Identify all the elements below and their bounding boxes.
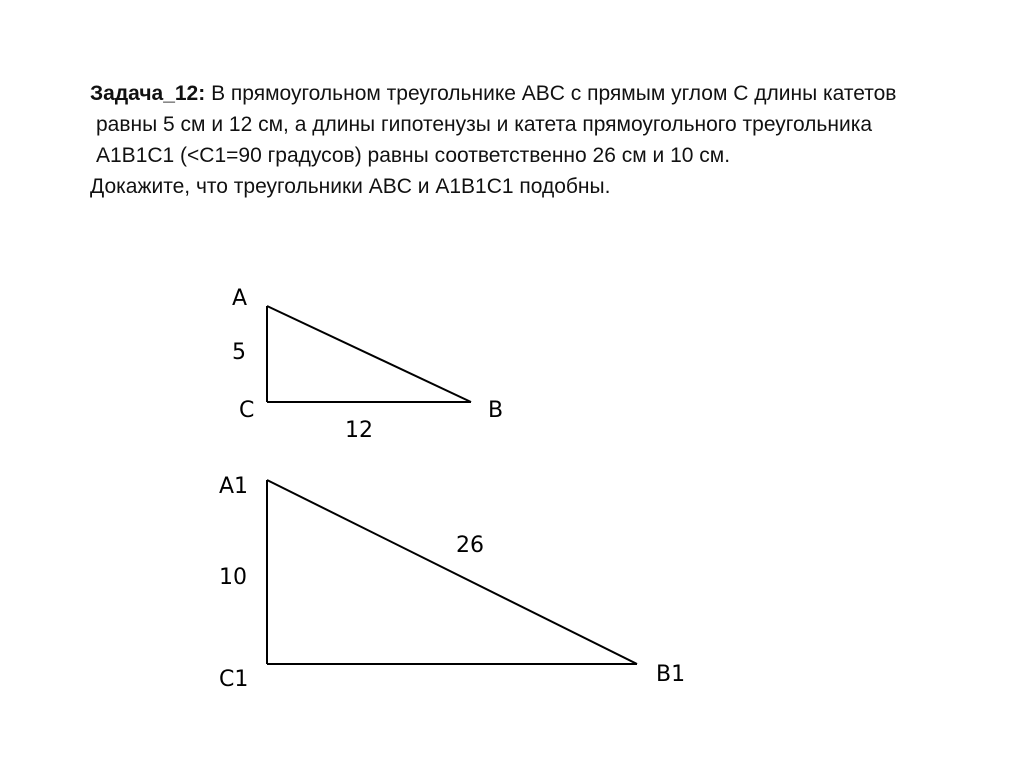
- triangle-abc: [232, 286, 503, 443]
- vertex-label-b: B: [488, 398, 504, 423]
- problem-line-2: равны 5 см и 12 см, а длины гипотенузы и катета прямоугольного треугольника: [96, 113, 873, 136]
- vertex-label-a1: A1: [219, 474, 249, 499]
- vertex-label-b1: B1: [656, 662, 686, 687]
- problem-line-4: Докажите, что треугольники ABC и A1B1C1 подобны.: [90, 175, 611, 198]
- leg-label-ac: 5: [232, 340, 246, 365]
- vertex-label-c: C: [239, 398, 255, 423]
- problem-title: Задача_12:: [90, 82, 206, 105]
- problem-line-3: A1B1C1 (<C1=90 градусов) равны соответственно 26 см и 10 см.: [96, 144, 731, 167]
- vertex-label-a: A: [232, 286, 248, 311]
- hypotenuse-label: 26: [456, 533, 484, 558]
- leg-label-a1c1: 10: [219, 565, 247, 590]
- problem-text-1: В прямоугольном треугольнике ABC с прямым углом C длины катетов: [211, 82, 897, 105]
- leg-label-cb: 12: [345, 418, 373, 443]
- hypotenuse-a1b1: [267, 480, 637, 664]
- hypotenuse-ab: [267, 306, 471, 402]
- triangle-a1b1c1: [219, 474, 685, 692]
- vertex-label-c1: C1: [219, 667, 249, 692]
